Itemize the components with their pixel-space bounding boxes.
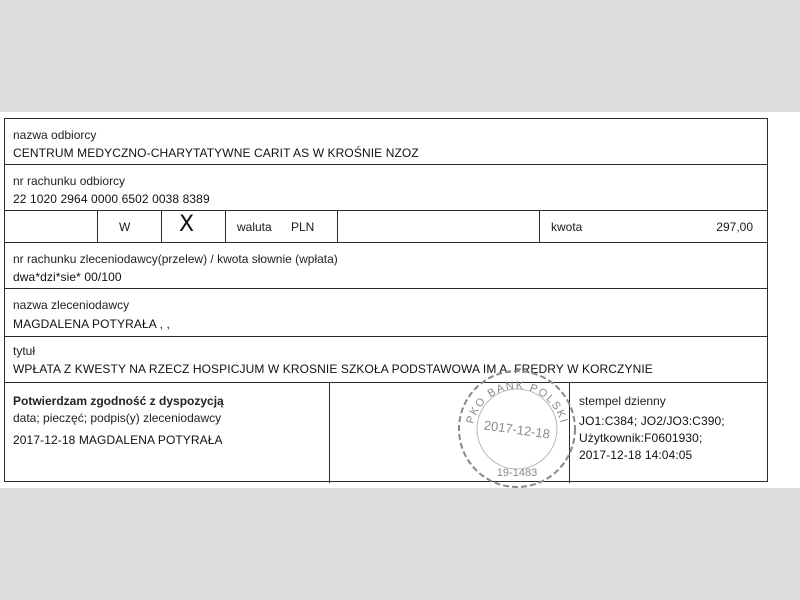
amount-label: kwota (551, 220, 583, 234)
transfer-form (4, 118, 768, 482)
stamp-code: 19-1483 (496, 467, 538, 479)
transfer-type-w-label: W (119, 220, 131, 234)
confirmation-row (5, 383, 767, 483)
recipient-account-label: nr rachunku odbiorcy (13, 174, 126, 188)
confirmation-subheading: data; pieczęć; podpis(y) zleceniodawcy (13, 411, 222, 425)
amount-value: 297,00 (716, 220, 753, 234)
bank-round-stamp (452, 364, 582, 494)
stamp-date: 2017-12-18 (482, 417, 551, 442)
confirmation-heading: Potwierdzam zgodność z dyspozycją (13, 394, 224, 408)
title-label: tytuł (13, 344, 36, 358)
payer-name-value: MAGDALENA POTYRAŁA , , (13, 317, 170, 331)
payer-account-label: nr rachunku zleceniodawcy(przelew) / kwota słownie (wpłata) (13, 252, 338, 266)
currency-label: waluta (237, 220, 272, 234)
recipient-account-row (5, 165, 767, 211)
divider (97, 211, 98, 242)
title-row (5, 337, 767, 383)
recipient-name-row (5, 119, 767, 165)
stamp-box-label: stempel dzienny (579, 394, 666, 408)
stamp-box-line3: 2017-12-18 14:04:05 (579, 448, 693, 462)
recipient-name-value: CENTRUM MEDYCZNO-CHARYTATYWNE CARIT AS W KROŚNIE NZOZ (13, 146, 419, 160)
payer-name-row (5, 289, 767, 337)
title-value: WPŁATA Z KWESTY NA RZECZ HOSPICJUM W KROSNIE SZKOŁA PODSTAWOWA IM A. FREDRY W KORCZYNIE (13, 362, 653, 376)
transfer-form-paper (0, 112, 800, 488)
currency-value: PLN (291, 220, 315, 234)
type-currency-amount-row (5, 211, 767, 243)
stamp-arc-text: PKO BANK POLSKI (464, 379, 570, 426)
recipient-account-value: 22 1020 2964 0000 6502 0038 8389 (13, 192, 210, 206)
selected-type-x-mark: X (179, 212, 195, 237)
divider (539, 211, 540, 242)
amount-in-words-value: dwa*dzi*sie* 00/100 (13, 270, 122, 284)
recipient-name-label: nazwa odbiorcy (13, 128, 97, 142)
payer-account-row (5, 243, 767, 289)
stamp-box-line1: JO1:C384; JO2/JO3:C390; (579, 414, 725, 428)
payer-name-label: nazwa zleceniodawcy (13, 298, 130, 312)
divider (337, 211, 338, 242)
divider (161, 211, 162, 242)
confirmation-value: 2017-12-18 MAGDALENA POTYRAŁA (13, 433, 223, 447)
stamp-box-line2: Użytkownik:F0601930; (579, 431, 703, 445)
divider (225, 211, 226, 242)
divider (329, 383, 330, 483)
